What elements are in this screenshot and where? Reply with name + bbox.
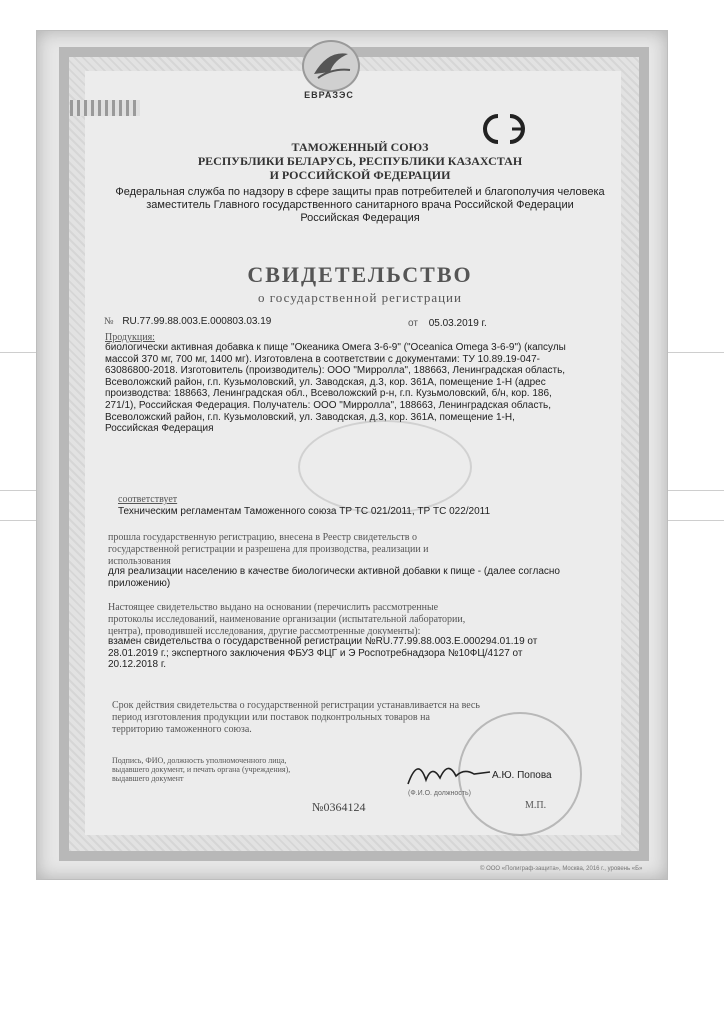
product-line: производства: 188663, Ленинградская обл., Всеволожский р-н, г.п. Кузьмоловский, б/н, кор. 186, — [105, 388, 552, 400]
watermark-seal — [298, 420, 472, 514]
eurasec-caption: ЕВРАЗЭС — [304, 90, 354, 100]
certificate-date — [408, 318, 487, 329]
usage-line: для реализации населению в качестве биологически активной добавки к пище - (далее согласно — [108, 566, 560, 577]
authority-line: заместитель Главного государственного санитарного врача Российской Федерации — [146, 199, 574, 211]
registration-line: использования — [108, 555, 171, 567]
signature-label-line: выдавшего документ, и печать органа (учреждения), — [112, 765, 291, 774]
basis-heading — [108, 602, 608, 637]
product-label: Продукция: — [105, 332, 155, 343]
validity-line: территорию таможенного союза. — [112, 723, 252, 735]
signature-label-line: выдавшего документ — [112, 774, 184, 783]
basis-line: центра), проводившей исследования, другие рассмотренные документы): — [108, 625, 421, 637]
number-value: RU.77.99.88.003.Е.000803.03.19 — [122, 316, 272, 327]
compliance-label: соответствует — [118, 494, 178, 505]
handwritten-signature — [404, 754, 494, 790]
authority-line: Российская Федерация — [300, 212, 420, 224]
bird-icon — [304, 42, 358, 90]
usage-line: приложению) — [108, 577, 171, 589]
form-serial-number: №0364124 — [312, 800, 366, 814]
product-line: Российская Федерация — [105, 423, 214, 435]
validity-line: Срок действия свидетельства о государственной регистрации устанавливается на весь — [112, 700, 480, 711]
union-line: ТАМОЖЕННЫЙ СОЮЗ — [291, 140, 429, 154]
product-line: биологически активная добавка к пище "Океаника Омега 3-6-9" ("Oceanica Omega 3-6-9") (капсулы — [105, 342, 566, 353]
document-subtitle: о государственной регистрации — [258, 290, 462, 305]
signer-name: А.Ю. Попова — [492, 770, 552, 781]
certificate-number — [104, 316, 271, 327]
basis-line: протоколы исследований, наименование организации (испытательной лаборатории, — [108, 613, 466, 625]
product-line: Всеволожский район, г.п. Кузьмоловский, ул. Заводская, д.3, кор. 361А, помещение 1-Н, — [105, 411, 515, 423]
basis-detail-line: 20.12.2018 г. — [108, 659, 167, 671]
basis-detail-line: взамен свидетельства о государственной регистрации №RU.77.99.88.003.Е.000294.01.19 от — [108, 636, 538, 647]
printer-imprint: © ООО «Полиграф-защита», Москва, 2016 г., уровень «Б» — [480, 866, 643, 872]
basis-detail-line: 28.01.2019 г.; экспертного заключения ФБУЗ ФЦГ и Э Роспотребнадзора №10ФЦ/4127 от — [108, 647, 523, 659]
product-line: Всеволожский район, г.п. Кузьмоловский, ул. Заводская, д.3, кор. 361А, помещение 1-Н (адрес — [105, 376, 546, 388]
eurasec-logo — [284, 40, 374, 110]
usage-statement — [108, 566, 598, 589]
seal-place-mark: М.П. — [525, 800, 547, 811]
signature-label — [112, 756, 312, 783]
compliance-text: Техническим регламентам Таможенного союза ТР ТС 021/2011, ТР ТС 022/2011 — [118, 506, 491, 517]
validity-line: период изготовления продукции или поставок подконтрольных товаров на — [112, 711, 430, 723]
security-pattern — [70, 100, 140, 116]
registration-line: прошла государственную регистрацию, внесена в Реестр свидетельств о — [108, 532, 417, 543]
basis-line: Настоящее свидетельство выдано на основании (перечислить рассмотренные — [108, 602, 439, 613]
date-prefix: от — [408, 318, 418, 329]
number-prefix: № — [104, 316, 114, 327]
union-line: И РОССИЙСКОЙ ФЕДЕРАЦИИ — [269, 168, 451, 182]
registration-statement — [108, 532, 598, 567]
product-line: массой 370 мг, 700 мг, 1400 мг). Изготовлена в соответствии с документами: ТУ 10.89.19-047- — [105, 353, 540, 365]
authority-line: Федеральная служба по надзору в сфере защиты прав потребителей и благополучия человека — [115, 186, 605, 198]
customs-union-heading — [150, 140, 570, 182]
basis-details — [108, 636, 598, 671]
product-description — [105, 342, 605, 435]
signature-label-line: Подпись, ФИО, должность уполномоченного лица, — [112, 756, 287, 765]
union-line: РЕСПУБЛИКИ БЕЛАРУСЬ, РЕСПУБЛИКИ КАЗАХСТАН — [197, 154, 523, 168]
registration-line: государственной регистрации и разрешена для производства, реализации и — [108, 543, 429, 555]
product-line: 63086800-2018. Изготовитель (производитель): ООО "Мирролла", 188663, Ленинградская область, — [105, 365, 566, 377]
signer-caption: (Ф.И.О. должность) — [408, 790, 471, 797]
eurasec-emblem-icon — [302, 40, 360, 92]
date-value: 05.03.2019 г. — [428, 318, 487, 329]
issuing-authority — [110, 186, 610, 225]
document-title: СВИДЕТЕЛЬСТВО — [247, 262, 473, 287]
product-line: 271/1), Российская Федерация. Получатель: ООО "Мирролла", 188663, Ленинградская область, — [105, 399, 552, 411]
